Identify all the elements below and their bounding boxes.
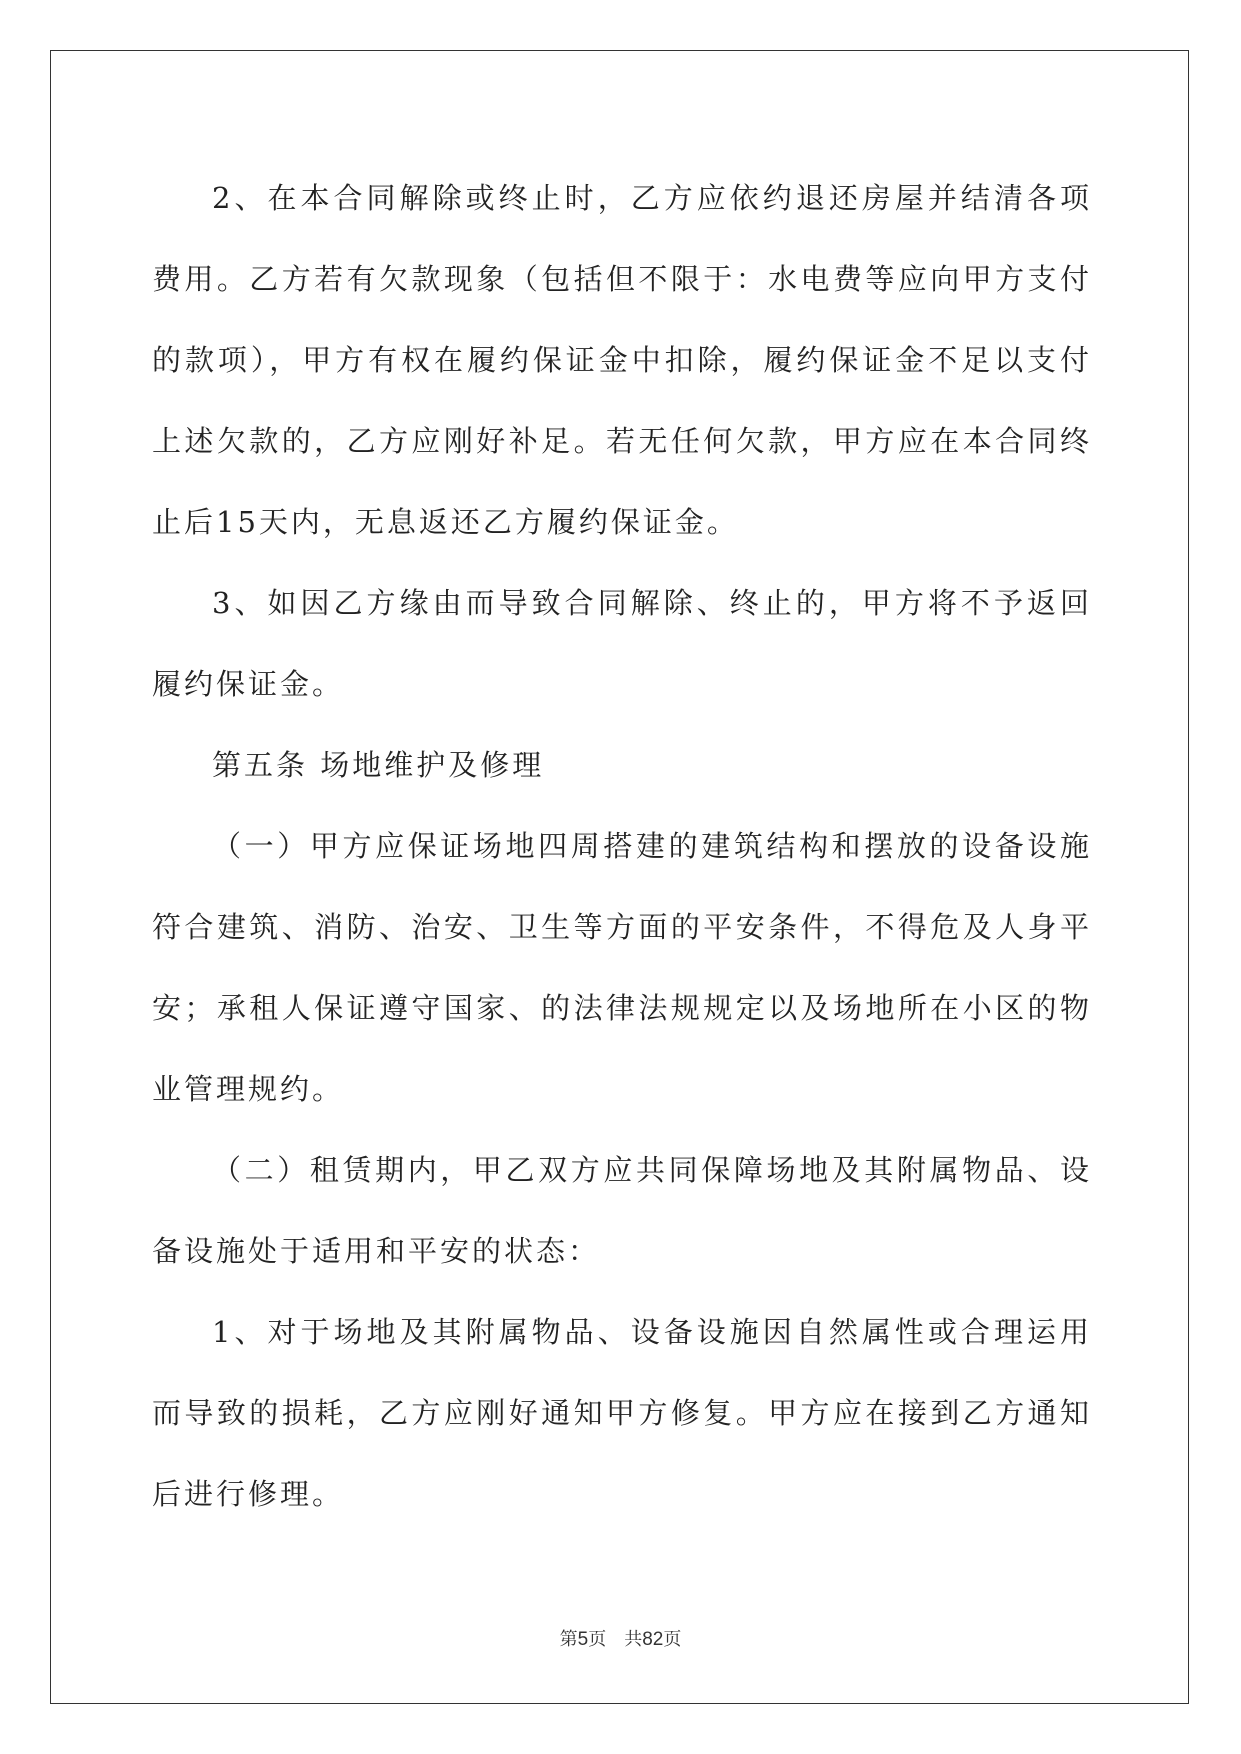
document-body xyxy=(152,158,1092,1535)
page-number: 5 xyxy=(577,1629,589,1650)
page-footer xyxy=(0,1625,1241,1651)
paragraph-4: （二）租赁期内，甲乙双方应共同保障场地及其附属物品、设备设施处于适用和平安的状态： xyxy=(152,1153,1092,1268)
page-prefix: 第 xyxy=(559,1629,578,1649)
page-suffix: 页 xyxy=(588,1629,607,1649)
total-prefix: 共 xyxy=(624,1629,643,1649)
section-heading: 第五条 场地维护及修理 xyxy=(212,748,545,782)
total-pages: 82 xyxy=(642,1629,664,1650)
paragraph-3: （一）甲方应保证场地四周搭建的建筑结构和摆放的设备设施符合建筑、消防、治安、卫生等方面的平安条件，不得危及人身平安；承租人保证遵守国家、的法律法规规定以及场地所在小区的物业管理规约。 xyxy=(152,829,1092,1106)
paragraph-2: 3、如因乙方缘由而导致合同解除、终止的，甲方将不予返回履约保证金。 xyxy=(152,586,1092,701)
paragraph-1: 2、在本合同解除或终止时，乙方应依约退还房屋并结清各项费用。乙方若有欠款现象（包括但不限于：水电费等应向甲方支付的款项），甲方有权在履约保证金中扣除，履约保证金不足以支付上述欠款的，乙方应刚好补足。若无任何欠款，甲方应在本合同终止后15天内，无息返还乙方履约保证金。 xyxy=(152,181,1092,539)
paragraph-5: 1、对于场地及其附属物品、设备设施因自然属性或合理运用而导致的损耗，乙方应刚好通知甲方修复。甲方应在接到乙方通知后进行修理。 xyxy=(152,1315,1092,1511)
total-suffix: 页 xyxy=(663,1629,682,1649)
